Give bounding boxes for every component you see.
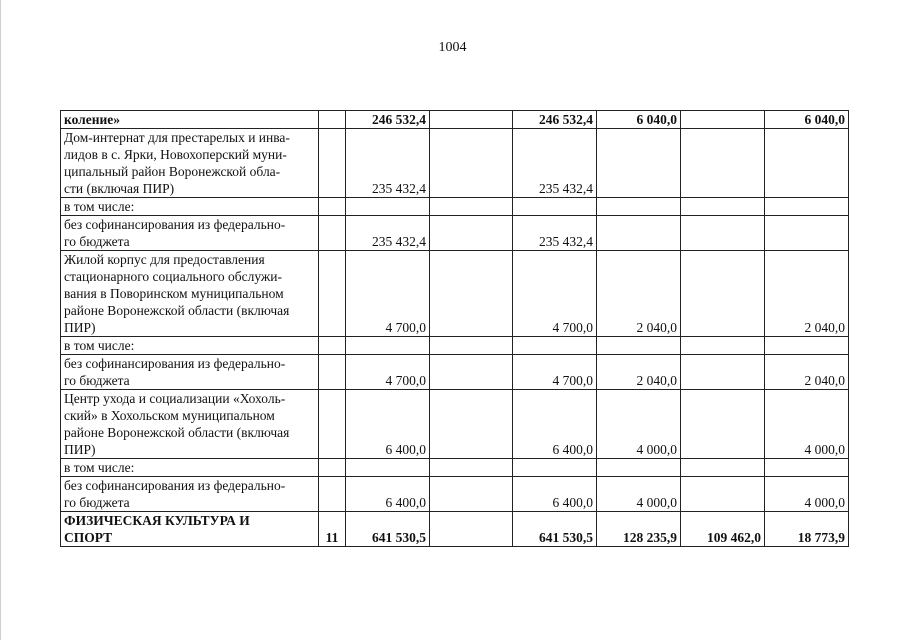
amount-cell bbox=[430, 111, 513, 129]
table-row bbox=[61, 355, 849, 390]
amount-cell: 6 400,0 bbox=[513, 390, 597, 459]
amount-cell bbox=[430, 337, 513, 355]
amount-cell bbox=[430, 477, 513, 512]
row-label: без софинансирования из федерально- го бюджета bbox=[61, 477, 319, 512]
row-code bbox=[319, 251, 346, 337]
amount-cell bbox=[765, 216, 849, 251]
table-row bbox=[61, 459, 849, 477]
amount-cell bbox=[597, 459, 681, 477]
amount-cell: 4 000,0 bbox=[765, 477, 849, 512]
amount-cell: 4 700,0 bbox=[346, 251, 430, 337]
row-label: ФИЗИЧЕСКАЯ КУЛЬТУРА И СПОРТ bbox=[61, 512, 319, 547]
amount-cell bbox=[430, 390, 513, 459]
amount-cell bbox=[681, 198, 765, 216]
table-row bbox=[61, 477, 849, 512]
row-code bbox=[319, 459, 346, 477]
amount-cell bbox=[430, 198, 513, 216]
amount-cell bbox=[513, 459, 597, 477]
amount-cell bbox=[430, 129, 513, 198]
amount-cell: 235 432,4 bbox=[513, 129, 597, 198]
amount-cell: 235 432,4 bbox=[346, 216, 430, 251]
row-label: Жилой корпус для предоставления стационарного социального обслужи- вания в Поворинском муниципальном районе Воронежской области (включая ПИР) bbox=[61, 251, 319, 337]
amount-cell bbox=[681, 251, 765, 337]
amount-cell bbox=[430, 512, 513, 547]
amount-cell: 6 040,0 bbox=[765, 111, 849, 129]
amount-cell bbox=[430, 459, 513, 477]
amount-cell bbox=[597, 198, 681, 216]
table-row bbox=[61, 337, 849, 355]
amount-cell bbox=[597, 129, 681, 198]
amount-cell bbox=[430, 355, 513, 390]
amount-cell bbox=[681, 477, 765, 512]
amount-cell bbox=[430, 216, 513, 251]
amount-cell: 235 432,4 bbox=[346, 129, 430, 198]
amount-cell bbox=[765, 198, 849, 216]
amount-cell bbox=[513, 198, 597, 216]
amount-cell bbox=[681, 337, 765, 355]
amount-cell bbox=[597, 337, 681, 355]
row-label: Центр ухода и социализации «Хохоль- ский» в Хохольском муниципальном районе Воронежской области (включая ПИР) bbox=[61, 390, 319, 459]
row-code bbox=[319, 355, 346, 390]
row-label: в том числе: bbox=[61, 337, 319, 355]
row-label: в том числе: bbox=[61, 198, 319, 216]
row-code bbox=[319, 198, 346, 216]
amount-cell bbox=[681, 111, 765, 129]
row-label: без софинансирования из федерально- го бюджета bbox=[61, 355, 319, 390]
amount-cell: 246 532,4 bbox=[346, 111, 430, 129]
amount-cell: 246 532,4 bbox=[513, 111, 597, 129]
amount-cell: 6 400,0 bbox=[346, 390, 430, 459]
amount-cell bbox=[346, 459, 430, 477]
amount-cell: 641 530,5 bbox=[346, 512, 430, 547]
row-code bbox=[319, 129, 346, 198]
table-row bbox=[61, 129, 849, 198]
amount-cell bbox=[346, 337, 430, 355]
page-number: 1004 bbox=[438, 40, 467, 55]
amount-cell bbox=[430, 251, 513, 337]
amount-cell: 2 040,0 bbox=[597, 355, 681, 390]
amount-cell bbox=[765, 459, 849, 477]
amount-cell: 2 040,0 bbox=[597, 251, 681, 337]
amount-cell bbox=[765, 337, 849, 355]
row-code bbox=[319, 477, 346, 512]
amount-cell: 109 462,0 bbox=[681, 512, 765, 547]
amount-cell bbox=[681, 216, 765, 251]
amount-cell bbox=[681, 390, 765, 459]
row-code bbox=[319, 111, 346, 129]
table-row bbox=[61, 111, 849, 129]
amount-cell: 4 000,0 bbox=[597, 477, 681, 512]
row-label: коление» bbox=[61, 111, 319, 129]
amount-cell: 2 040,0 bbox=[765, 355, 849, 390]
amount-cell: 4 000,0 bbox=[765, 390, 849, 459]
amount-cell bbox=[681, 459, 765, 477]
budget-table bbox=[60, 110, 849, 547]
row-label: в том числе: bbox=[61, 459, 319, 477]
amount-cell: 18 773,9 bbox=[765, 512, 849, 547]
amount-cell: 641 530,5 bbox=[513, 512, 597, 547]
amount-cell bbox=[346, 198, 430, 216]
page-edge bbox=[0, 0, 1, 640]
row-label: Дом-интернат для престарелых и инва- лидов в с. Ярки, Новохоперский муни- ципальный район Воронежской обла- сти (включая ПИР) bbox=[61, 129, 319, 198]
amount-cell bbox=[681, 355, 765, 390]
table-row bbox=[61, 512, 849, 547]
row-code bbox=[319, 337, 346, 355]
amount-cell: 4 000,0 bbox=[597, 390, 681, 459]
table-row bbox=[61, 198, 849, 216]
amount-cell: 4 700,0 bbox=[346, 355, 430, 390]
row-code bbox=[319, 390, 346, 459]
amount-cell: 6 040,0 bbox=[597, 111, 681, 129]
amount-cell: 4 700,0 bbox=[513, 355, 597, 390]
row-code: 11 bbox=[319, 512, 346, 547]
table-body bbox=[61, 111, 849, 547]
row-label: без софинансирования из федерально- го бюджета bbox=[61, 216, 319, 251]
table-row bbox=[61, 390, 849, 459]
amount-cell bbox=[765, 129, 849, 198]
amount-cell: 6 400,0 bbox=[513, 477, 597, 512]
table-row bbox=[61, 251, 849, 337]
amount-cell: 235 432,4 bbox=[513, 216, 597, 251]
amount-cell bbox=[597, 216, 681, 251]
amount-cell: 6 400,0 bbox=[346, 477, 430, 512]
table-row bbox=[61, 216, 849, 251]
row-code bbox=[319, 216, 346, 251]
amount-cell: 128 235,9 bbox=[597, 512, 681, 547]
amount-cell bbox=[681, 129, 765, 198]
amount-cell: 2 040,0 bbox=[765, 251, 849, 337]
amount-cell: 4 700,0 bbox=[513, 251, 597, 337]
amount-cell bbox=[513, 337, 597, 355]
